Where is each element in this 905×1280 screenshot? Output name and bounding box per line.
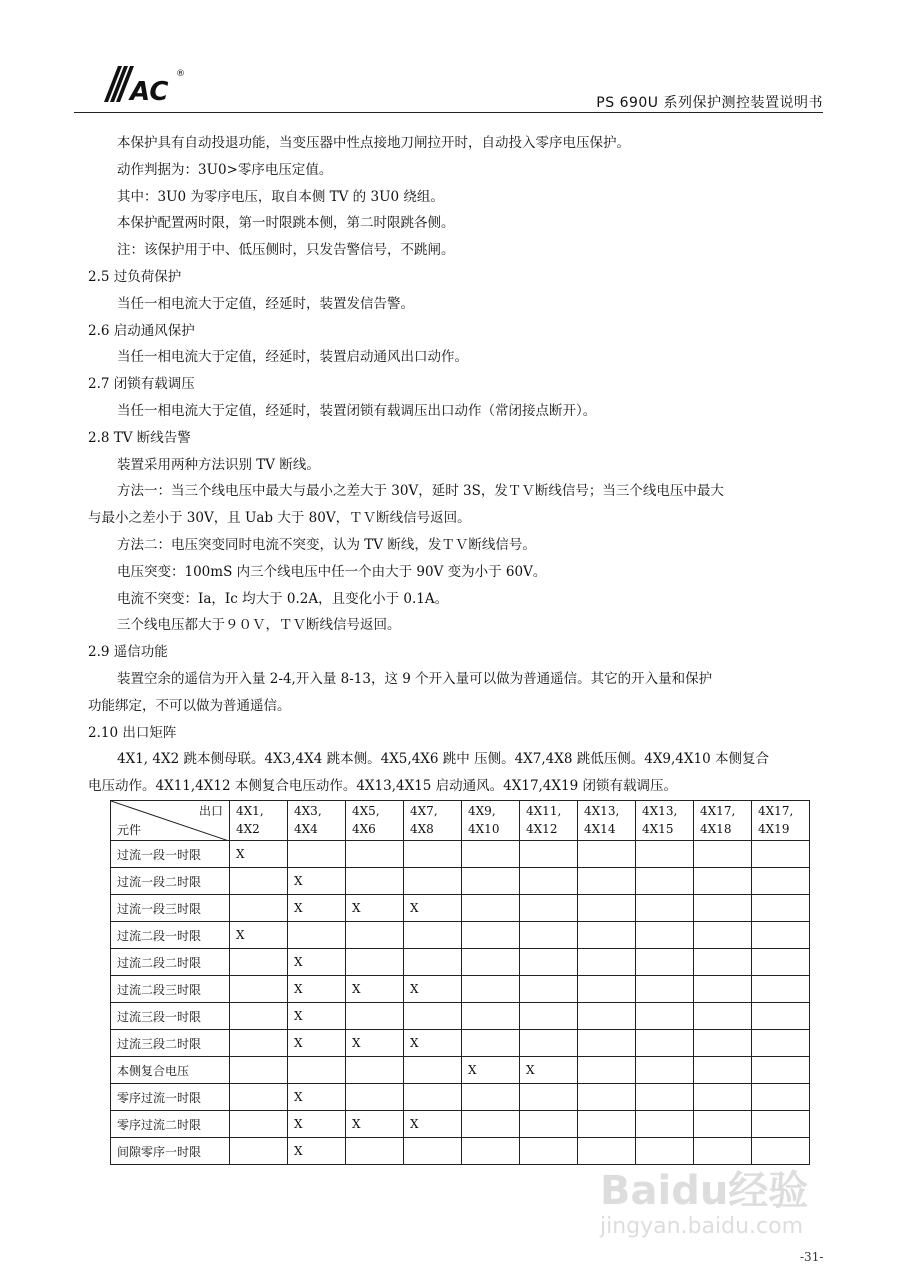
matrix-cell bbox=[288, 1111, 346, 1138]
paragraph-line: 动作判据为：3U0>零序电压定值。 bbox=[117, 161, 333, 178]
row-label: 本侧复合电压 bbox=[111, 1057, 230, 1084]
matrix-cell bbox=[230, 895, 288, 922]
matrix-cell bbox=[636, 895, 694, 922]
matrix-cell bbox=[230, 1003, 288, 1030]
matrix-cell bbox=[230, 949, 288, 976]
row-label: 过流三段一时限 bbox=[111, 1003, 230, 1030]
watermark-url: jingyan.baidu.com bbox=[600, 1214, 804, 1239]
row-label: 过流一段三时限 bbox=[111, 895, 230, 922]
paragraph-line: 电流不突变：Ia，Ic 均大于 0.2A，且变化小于 0.1A。 bbox=[117, 590, 449, 607]
mark: X bbox=[294, 1036, 303, 1050]
table-row bbox=[111, 1084, 810, 1111]
mark: X bbox=[352, 901, 361, 915]
table-row bbox=[111, 949, 810, 976]
matrix-cell bbox=[520, 1003, 578, 1030]
matrix-cell bbox=[404, 976, 462, 1003]
matrix-cell bbox=[752, 1030, 810, 1057]
matrix-cell bbox=[230, 1111, 288, 1138]
matrix-cell bbox=[752, 976, 810, 1003]
row-label: 零序过流一时限 bbox=[111, 1084, 230, 1111]
matrix-cell bbox=[404, 1138, 462, 1165]
table-row bbox=[111, 1030, 810, 1057]
column-header-line: 4X11, bbox=[526, 804, 562, 818]
paragraph-line: 功能绑定，不可以做为普通遥信。 bbox=[88, 697, 291, 714]
column-header-line: 4X14 bbox=[584, 822, 616, 836]
column-header bbox=[462, 801, 520, 841]
matrix-cell bbox=[520, 1057, 578, 1084]
matrix-cell bbox=[578, 1030, 636, 1057]
header-label-element: 元件 bbox=[117, 823, 142, 837]
mark: X bbox=[410, 1117, 419, 1131]
matrix-cell bbox=[230, 1138, 288, 1165]
paragraph-line: 电压动作。4X11,4X12 本侧复合电压动作。4X13,4X15 启动通风。4X17,4X19 闭锁有载调压。 bbox=[88, 778, 678, 795]
paragraph-line: 与最小之差小于 30V，且 Uab 大于 80V，ＴＶ断线信号返回。 bbox=[88, 510, 471, 527]
matrix-cell bbox=[694, 922, 752, 949]
matrix-cell bbox=[346, 1111, 404, 1138]
matrix-cell bbox=[462, 1084, 520, 1111]
mark: X bbox=[352, 982, 361, 996]
column-header bbox=[578, 801, 636, 841]
column-header bbox=[404, 801, 462, 841]
matrix-cell bbox=[288, 949, 346, 976]
matrix-cell bbox=[520, 1084, 578, 1111]
corner-cell bbox=[111, 801, 230, 841]
paragraph-line: 注：该保护用于中、低压侧时，只发告警信号，不跳闸。 bbox=[117, 242, 455, 259]
mark: X bbox=[526, 1063, 535, 1077]
matrix-cell bbox=[694, 976, 752, 1003]
mark: X bbox=[294, 1117, 303, 1131]
matrix-cell bbox=[578, 1111, 636, 1138]
matrix-cell bbox=[230, 841, 288, 868]
mark: X bbox=[410, 1036, 419, 1050]
matrix-cell bbox=[346, 1057, 404, 1084]
paragraph-line: 装置采用两种方法识别 TV 断线。 bbox=[117, 456, 320, 473]
matrix-cell bbox=[462, 841, 520, 868]
paragraph-line: 方法一：当三个线电压中最大与最小之差大于 30V，延时 3S，发ＴＶ断线信号；当三个线电压中最大 bbox=[117, 483, 724, 500]
column-header-line: 4X18 bbox=[700, 822, 732, 836]
mark: X bbox=[294, 1090, 303, 1104]
matrix-cell bbox=[288, 976, 346, 1003]
matrix-cell bbox=[520, 895, 578, 922]
matrix-cell bbox=[346, 949, 404, 976]
row-label: 过流一段二时限 bbox=[111, 868, 230, 895]
matrix-cell bbox=[578, 1084, 636, 1111]
column-header-line: 4X8 bbox=[410, 822, 434, 836]
column-header bbox=[346, 801, 404, 841]
matrix-cell bbox=[288, 1084, 346, 1111]
paragraph-line: 方法二：电压突变同时电流不突变，认为 TV 断线，发ＴＶ断线信号。 bbox=[117, 537, 536, 553]
matrix-cell bbox=[636, 1003, 694, 1030]
column-header-line: 4X17, bbox=[758, 804, 794, 818]
paragraph-line: 4X1, 4X2 跳本侧母联。4X3,4X4 跳本侧。4X5,4X6 跳中 压侧。4X7,4X8 跳低压侧。4X9,4X10 本侧复合 bbox=[117, 751, 769, 768]
page-number: -31- bbox=[800, 1250, 824, 1264]
row-label: 过流三段二时限 bbox=[111, 1030, 230, 1057]
column-header-line: 4X4 bbox=[294, 822, 318, 836]
matrix-cell bbox=[288, 1138, 346, 1165]
row-label: 过流二段二时限 bbox=[111, 949, 230, 976]
matrix-cell bbox=[578, 841, 636, 868]
column-header-line: 4X10 bbox=[468, 822, 500, 836]
column-header-line: 4X15 bbox=[642, 822, 674, 836]
matrix-cell bbox=[462, 868, 520, 895]
matrix-cell bbox=[694, 895, 752, 922]
paragraph-line: 电压突变：100mS 内三个线电压中任一个由大于 90V 变为小于 60V。 bbox=[117, 563, 547, 580]
matrix-cell bbox=[694, 1138, 752, 1165]
table-row bbox=[111, 1003, 810, 1030]
watermark-brand: Baidu经验 bbox=[600, 1168, 809, 1214]
mark: X bbox=[294, 874, 303, 888]
matrix-cell bbox=[288, 922, 346, 949]
matrix-cell bbox=[520, 922, 578, 949]
matrix-cell bbox=[462, 1003, 520, 1030]
table-row bbox=[111, 922, 810, 949]
matrix-cell bbox=[752, 1057, 810, 1084]
mark: X bbox=[236, 928, 245, 942]
matrix-cell bbox=[694, 1057, 752, 1084]
matrix-cell bbox=[752, 922, 810, 949]
matrix-cell bbox=[404, 1057, 462, 1084]
matrix-cell bbox=[636, 1138, 694, 1165]
mark: X bbox=[294, 982, 303, 996]
matrix-cell bbox=[752, 949, 810, 976]
header-label-output: 出口 bbox=[198, 804, 223, 818]
mark: X bbox=[410, 901, 419, 915]
paragraph-line: 其中：3U0 为零序电压，取自本侧 TV 的 3U0 绕组。 bbox=[117, 188, 444, 205]
matrix-cell bbox=[230, 976, 288, 1003]
column-header-line: 4X12 bbox=[526, 822, 558, 836]
table-row bbox=[111, 841, 810, 868]
baidu-watermark bbox=[600, 1168, 808, 1240]
matrix-cell bbox=[578, 922, 636, 949]
matrix-cell bbox=[636, 841, 694, 868]
matrix-cell bbox=[462, 1057, 520, 1084]
matrix-cell bbox=[752, 841, 810, 868]
mark: X bbox=[294, 1144, 303, 1158]
matrix-cell bbox=[288, 1030, 346, 1057]
matrix-cell bbox=[694, 1003, 752, 1030]
table-header-row bbox=[111, 801, 810, 841]
row-label: 零序过流二时限 bbox=[111, 1111, 230, 1138]
section-heading: 2.5 过负荷保护 bbox=[88, 269, 182, 285]
matrix-cell bbox=[462, 1111, 520, 1138]
matrix-cell bbox=[346, 1030, 404, 1057]
matrix-cell bbox=[230, 1057, 288, 1084]
mark: X bbox=[352, 1036, 361, 1050]
column-header bbox=[636, 801, 694, 841]
matrix-cell bbox=[288, 1003, 346, 1030]
matrix-cell bbox=[520, 1111, 578, 1138]
svg-text:®: ® bbox=[176, 69, 185, 79]
column-header-line: 4X9, bbox=[468, 804, 496, 818]
matrix-cell bbox=[578, 1003, 636, 1030]
matrix-cell bbox=[230, 922, 288, 949]
matrix-cell bbox=[462, 922, 520, 949]
matrix-cell bbox=[694, 949, 752, 976]
matrix-cell bbox=[636, 1111, 694, 1138]
matrix-cell bbox=[520, 1030, 578, 1057]
matrix-cell bbox=[752, 895, 810, 922]
matrix-cell bbox=[404, 841, 462, 868]
paragraph-line: 本保护配置两时限，第一时限跳本侧，第二时限跳各侧。 bbox=[117, 215, 455, 232]
column-header bbox=[694, 801, 752, 841]
column-header bbox=[288, 801, 346, 841]
row-label: 间隙零序一时限 bbox=[111, 1138, 230, 1165]
table-row bbox=[111, 976, 810, 1003]
matrix-cell bbox=[520, 841, 578, 868]
matrix-cell bbox=[694, 1084, 752, 1111]
table-row bbox=[111, 1057, 810, 1084]
row-label: 过流二段一时限 bbox=[111, 922, 230, 949]
column-header-line: 4X13, bbox=[642, 804, 678, 818]
matrix-cell bbox=[346, 922, 404, 949]
matrix-cell bbox=[462, 895, 520, 922]
matrix-cell bbox=[694, 868, 752, 895]
column-header-line: 4X3, bbox=[294, 804, 322, 818]
matrix-cell bbox=[752, 1084, 810, 1111]
matrix-cell bbox=[462, 976, 520, 1003]
matrix-cell bbox=[578, 1138, 636, 1165]
matrix-cell bbox=[752, 1003, 810, 1030]
matrix-cell bbox=[404, 949, 462, 976]
section-heading: 2.10 出口矩阵 bbox=[88, 724, 177, 741]
column-header-line: 4X6 bbox=[352, 822, 376, 836]
mark: X bbox=[294, 955, 303, 969]
column-header bbox=[230, 801, 288, 841]
matrix-cell bbox=[520, 1138, 578, 1165]
matrix-cell bbox=[230, 1084, 288, 1111]
matrix-cell bbox=[346, 895, 404, 922]
matrix-cell bbox=[404, 868, 462, 895]
matrix-cell bbox=[752, 868, 810, 895]
mark: X bbox=[410, 982, 419, 996]
row-label: 过流二段三时限 bbox=[111, 976, 230, 1003]
column-header-line: 4X1, bbox=[236, 804, 264, 818]
mark: X bbox=[294, 1009, 303, 1023]
matrix-cell bbox=[636, 1030, 694, 1057]
matrix-cell bbox=[462, 1138, 520, 1165]
matrix-cell bbox=[578, 976, 636, 1003]
matrix-cell bbox=[520, 949, 578, 976]
row-label: 过流一段一时限 bbox=[111, 841, 230, 868]
paragraph-line: 当任一相电流大于定值，经延时，装置发信告警。 bbox=[117, 295, 414, 312]
matrix-cell bbox=[694, 1030, 752, 1057]
table-row bbox=[111, 1138, 810, 1165]
matrix-cell bbox=[578, 1057, 636, 1084]
matrix-cell bbox=[636, 949, 694, 976]
matrix-cell bbox=[636, 1057, 694, 1084]
table-row bbox=[111, 868, 810, 895]
matrix-cell bbox=[288, 841, 346, 868]
section-heading: 2.8 TV 断线告警 bbox=[88, 429, 191, 446]
matrix-cell bbox=[230, 868, 288, 895]
mark: X bbox=[294, 901, 303, 915]
column-header-line: 4X13, bbox=[584, 804, 620, 818]
matrix-cell bbox=[288, 868, 346, 895]
matrix-cell bbox=[578, 868, 636, 895]
column-header-line: 4X19 bbox=[758, 822, 790, 836]
paragraph-line: 装置空余的遥信为开入量 2-4,开入量 8-13，这 9 个开入量可以做为普通遥信。其它的开入量和保护 bbox=[117, 671, 713, 687]
paragraph-line: 本保护具有自动投退功能，当变压器中性点接地刀闸拉开时，自动投入零序电压保护。 bbox=[117, 135, 630, 151]
matrix-cell bbox=[404, 1030, 462, 1057]
matrix-cell bbox=[752, 1111, 810, 1138]
mark: X bbox=[352, 1117, 361, 1131]
paragraph-line: 当任一相电流大于定值，经延时，装置闭锁有载调压出口动作（常闭接点断开）。 bbox=[117, 403, 597, 419]
output-matrix-table bbox=[110, 800, 810, 1165]
paragraph-line: 当任一相电流大于定值，经延时，装置启动通风出口动作。 bbox=[117, 349, 468, 366]
matrix-cell bbox=[636, 922, 694, 949]
svg-text:AC: AC bbox=[130, 77, 169, 107]
header-divider bbox=[74, 112, 823, 113]
sac-logo bbox=[90, 62, 190, 107]
matrix-cell bbox=[636, 1084, 694, 1111]
matrix-cell bbox=[636, 868, 694, 895]
matrix-cell bbox=[230, 1030, 288, 1057]
mark: X bbox=[468, 1063, 477, 1077]
document-title: PS 690U 系列保护测控装置说明书 bbox=[596, 95, 823, 111]
matrix-cell bbox=[346, 841, 404, 868]
paragraph-line: 三个线电压都大于９０Ｖ，ＴＶ断线信号返回。 bbox=[117, 617, 401, 634]
section-heading: 2.6 启动通风保护 bbox=[88, 322, 195, 339]
matrix-cell bbox=[404, 1084, 462, 1111]
matrix-cell bbox=[462, 949, 520, 976]
matrix-cell bbox=[578, 949, 636, 976]
matrix-cell bbox=[346, 868, 404, 895]
matrix-cell bbox=[404, 922, 462, 949]
table-row bbox=[111, 895, 810, 922]
matrix-cell bbox=[694, 1111, 752, 1138]
matrix-cell bbox=[288, 895, 346, 922]
mark: X bbox=[236, 847, 245, 861]
matrix-cell bbox=[636, 976, 694, 1003]
matrix-cell bbox=[752, 1138, 810, 1165]
column-header-line: 4X2 bbox=[236, 822, 260, 836]
matrix-cell bbox=[578, 895, 636, 922]
matrix-cell bbox=[288, 1057, 346, 1084]
matrix-cell bbox=[346, 1138, 404, 1165]
column-header-line: 4X7, bbox=[410, 804, 438, 818]
matrix-cell bbox=[520, 976, 578, 1003]
matrix-cell bbox=[404, 895, 462, 922]
matrix-cell bbox=[404, 1003, 462, 1030]
matrix-cell bbox=[462, 1030, 520, 1057]
matrix-cell bbox=[520, 868, 578, 895]
matrix-cell bbox=[346, 976, 404, 1003]
matrix-cell bbox=[404, 1111, 462, 1138]
section-heading: 2.9 遥信功能 bbox=[88, 644, 168, 661]
table-row bbox=[111, 1111, 810, 1138]
matrix-cell bbox=[694, 841, 752, 868]
column-header-line: 4X5, bbox=[352, 804, 380, 818]
matrix-cell bbox=[346, 1084, 404, 1111]
column-header-line: 4X17, bbox=[700, 804, 736, 818]
column-header bbox=[752, 801, 810, 841]
section-heading: 2.7 闭锁有载调压 bbox=[88, 376, 195, 393]
column-header bbox=[520, 801, 578, 841]
matrix-cell bbox=[346, 1003, 404, 1030]
